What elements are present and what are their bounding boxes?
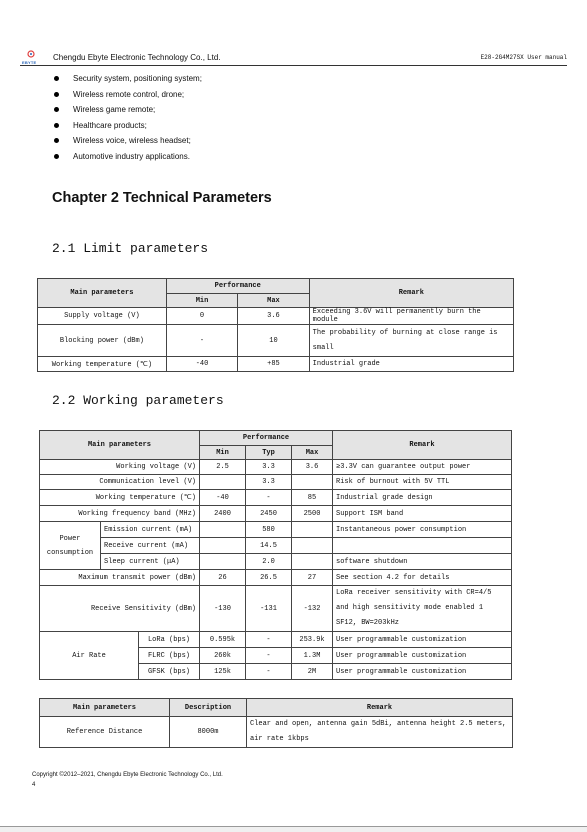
limit-parameters-table: [37, 278, 514, 372]
remark-line: SF12, BW=203kHz: [336, 619, 400, 627]
typ-cell: -: [246, 648, 292, 664]
col-min: Min: [166, 294, 237, 308]
min-cell: [200, 554, 246, 570]
table-row: [38, 308, 514, 325]
table-row: [38, 357, 514, 372]
typ-cell: 580: [246, 522, 292, 538]
param-cell: LoRa (bps): [139, 632, 200, 648]
remark-line: and high sensitivity mode enabled 1: [336, 604, 484, 612]
min-cell: 125k: [200, 664, 246, 680]
copyright: Copyright ©2012–2021, Chengdu Ebyte Electronic Technology Co., Ltd.: [32, 772, 223, 778]
param-cell: Working temperature (℃): [40, 490, 200, 506]
max-cell: 3.6: [292, 460, 333, 475]
max-cell: 253.9k: [292, 632, 333, 648]
param-cell: FLRC (bps): [139, 648, 200, 664]
min-cell: [200, 522, 246, 538]
min-cell: 0: [166, 308, 237, 325]
list-item: Healthcare products;: [52, 120, 202, 136]
table-row: [40, 538, 512, 554]
ebyte-logo-icon: [24, 49, 38, 60]
remark-cell: Risk of burnout with 5V TTL: [333, 475, 512, 490]
max-cell: +85: [238, 357, 309, 372]
param-cell: Working voltage (V): [40, 460, 200, 475]
remark-cell: ≥3.3V can guarantee output power: [333, 460, 512, 475]
max-cell: 3.6: [238, 308, 309, 325]
air-rate-label: Air Rate: [40, 632, 139, 680]
param-cell: Working temperature (℃): [38, 357, 167, 372]
typ-cell: 3.3: [246, 460, 292, 475]
typ-cell: 2.0: [246, 554, 292, 570]
min-cell: 260k: [200, 648, 246, 664]
remark-cell: User programmable customization: [333, 632, 512, 648]
col-remark: Remark: [333, 431, 512, 460]
max-cell: 85: [292, 490, 333, 506]
typ-cell: 2450: [246, 506, 292, 522]
remark-line: Clear and open, antenna gain 5dBi, antenna height 2.5 meters,: [250, 720, 507, 728]
col-performance: Performance: [200, 431, 333, 446]
param-cell: Receive Sensitivity (dBm): [40, 586, 200, 632]
max-cell: 2500: [292, 506, 333, 522]
min-cell: 2.5: [200, 460, 246, 475]
min-cell: -130: [200, 586, 246, 632]
distance-table: [39, 698, 513, 748]
typ-cell: 3.3: [246, 475, 292, 490]
chapter-title: Chapter 2 Technical Parameters: [52, 190, 272, 206]
remark-cell: [333, 586, 512, 632]
typ-cell: -: [246, 632, 292, 648]
col-remark: Remark: [247, 699, 513, 717]
max-cell: 2M: [292, 664, 333, 680]
col-main-params: Main parameters: [40, 699, 170, 717]
list-item: Wireless voice, wireless headset;: [52, 135, 202, 151]
remark-cell: Industrial grade: [309, 357, 513, 372]
col-min: Min: [200, 446, 246, 460]
page-footer: [32, 770, 223, 790]
param-cell: Supply voltage (V): [38, 308, 167, 325]
remark-cell: Support ISM band: [333, 506, 512, 522]
typ-cell: 14.5: [246, 538, 292, 554]
remark-cell: software shutdown: [333, 554, 512, 570]
col-max: Max: [238, 294, 309, 308]
col-main-params: Main parameters: [40, 431, 200, 460]
max-cell: [292, 522, 333, 538]
table-row: [40, 460, 512, 475]
max-cell: [292, 538, 333, 554]
description-cell: 8000m: [170, 717, 247, 748]
remark-cell: See section 4.2 for details: [333, 570, 512, 586]
table-row: [38, 325, 514, 357]
page-number: 4: [32, 782, 36, 788]
max-cell: -132: [292, 586, 333, 632]
table-row: [40, 522, 512, 538]
power-label-line1: Power: [59, 534, 81, 543]
remark-cell: Exceeding 3.6V will permanently burn the module: [309, 308, 513, 325]
typ-cell: -131: [246, 586, 292, 632]
col-main-params: Main parameters: [38, 279, 167, 308]
section-title-limit: 2.1 Limit parameters: [52, 241, 209, 256]
list-item: Wireless game remote;: [52, 104, 202, 120]
max-cell: 27: [292, 570, 333, 586]
logo-text: EBYTE: [22, 60, 37, 65]
col-performance: Performance: [166, 279, 309, 294]
param-cell: Receive current (mA): [101, 538, 200, 554]
remark-cell: Instantaneous power consumption: [333, 522, 512, 538]
min-cell: 26: [200, 570, 246, 586]
table-row: [40, 586, 512, 632]
table-row: [40, 475, 512, 490]
section-title-working: 2.2 Working parameters: [52, 393, 224, 408]
remark-line: LoRa receiver sensitivity with CR=4/5: [336, 589, 492, 597]
table-row: [40, 570, 512, 586]
max-cell: [292, 554, 333, 570]
typ-cell: -: [246, 490, 292, 506]
typ-cell: 26.5: [246, 570, 292, 586]
param-cell: GFSK (bps): [139, 664, 200, 680]
manual-title: E28-2G4M27SX User manual: [480, 54, 567, 61]
param-cell: Emission current (mA): [101, 522, 200, 538]
min-cell: 0.595k: [200, 632, 246, 648]
list-item: Wireless remote control, drone;: [52, 89, 202, 105]
col-typ: Typ: [246, 446, 292, 460]
typ-cell: -: [246, 664, 292, 680]
table-row: [40, 506, 512, 522]
table-row: [40, 717, 513, 748]
list-item: Security system, positioning system;: [52, 73, 202, 89]
table-row: [40, 632, 512, 648]
list-item: Automotive industry applications.: [52, 151, 202, 167]
col-max: Max: [292, 446, 333, 460]
min-cell: [200, 475, 246, 490]
remark-line: air rate 1kbps: [250, 735, 309, 743]
company-name: Chengdu Ebyte Electronic Technology Co., Ltd.: [53, 53, 221, 62]
min-cell: 2400: [200, 506, 246, 522]
remark-cell: User programmable customization: [333, 664, 512, 680]
param-cell: Blocking power (dBm): [38, 325, 167, 357]
max-cell: 10: [238, 325, 309, 357]
remark-cell: [333, 538, 512, 554]
table-row: [40, 554, 512, 570]
param-cell: Maximum transmit power (dBm): [40, 570, 200, 586]
param-cell: Working frequency band (MHz): [40, 506, 200, 522]
param-cell: Sleep current (μA): [101, 554, 200, 570]
remark-cell: The probability of burning at close range is small: [309, 325, 513, 357]
param-cell: Reference Distance: [40, 717, 170, 748]
page-header: [20, 52, 567, 66]
min-cell: -: [166, 325, 237, 357]
working-parameters-table: [39, 430, 512, 680]
remark-cell: Industrial grade design: [333, 490, 512, 506]
power-consumption-label: [40, 522, 101, 570]
remark-cell: [247, 717, 513, 748]
col-remark: Remark: [309, 279, 513, 308]
min-cell: -40: [166, 357, 237, 372]
remark-cell: User programmable customization: [333, 648, 512, 664]
param-cell: Communication level (V): [40, 475, 200, 490]
table-row: [40, 490, 512, 506]
min-cell: -40: [200, 490, 246, 506]
max-cell: [292, 475, 333, 490]
application-list: [52, 73, 202, 166]
min-cell: [200, 538, 246, 554]
max-cell: 1.3M: [292, 648, 333, 664]
power-label-line2: consumption: [46, 548, 94, 557]
col-description: Description: [170, 699, 247, 717]
